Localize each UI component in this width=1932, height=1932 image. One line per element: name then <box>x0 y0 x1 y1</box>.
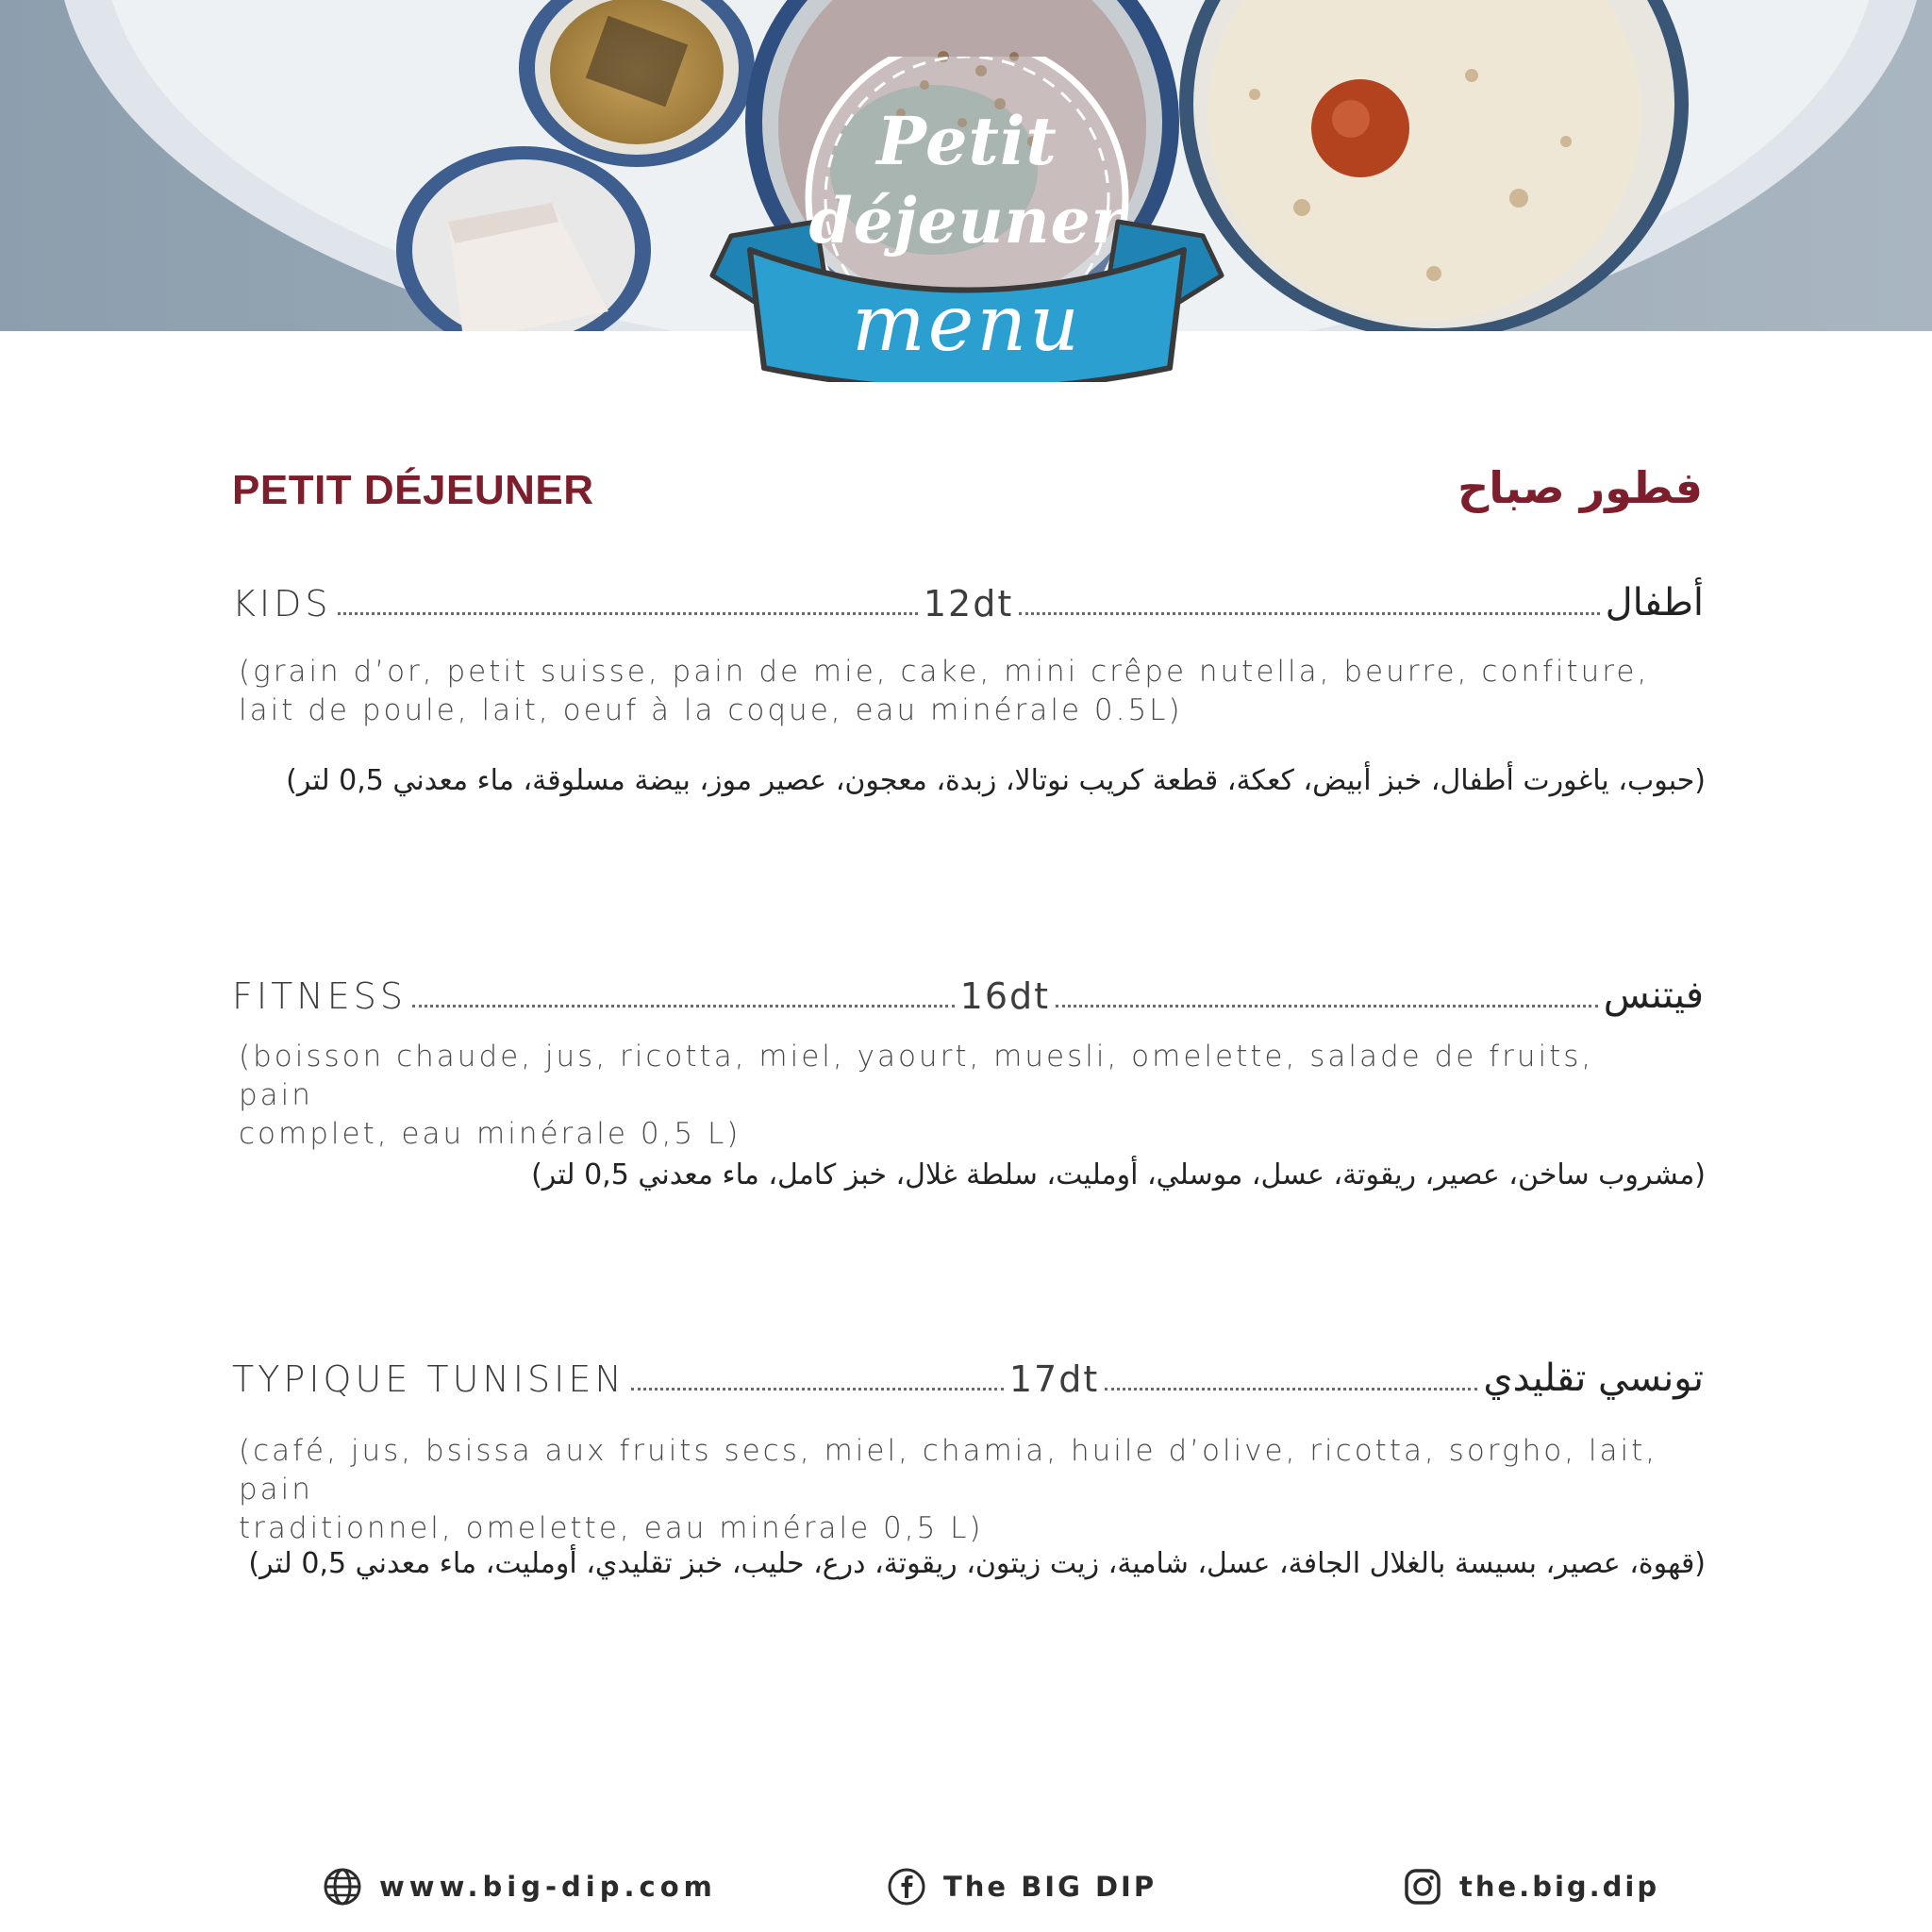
description-line: (boisson chaude, jus, ricotta, miel, yaourt, muesli, omelette, salade de fruits, pain <box>239 1040 1594 1112</box>
globe-icon <box>323 1867 362 1907</box>
dot-leader <box>631 1388 1004 1391</box>
item-description-fr <box>239 653 1673 730</box>
dot-leader <box>1056 1005 1598 1008</box>
facebook-link[interactable]: The BIG DIP <box>943 1871 1158 1903</box>
badge-ribbon-text: menu <box>852 279 1082 369</box>
dot-leader <box>1105 1388 1477 1391</box>
menu-item-kids <box>232 568 1704 625</box>
footer-instagram[interactable] <box>1403 1864 1659 1909</box>
facebook-icon <box>887 1867 926 1907</box>
item-name-ar: فيتنس <box>1603 974 1705 1017</box>
item-price: 12dt <box>923 583 1014 625</box>
description-line: traditionnel, omelette, eau minérale 0,5 L) <box>239 1511 984 1545</box>
item-description-ar: (حبوب، ياغورت أطفال، خبز أبيض، كعكة، قطعة كريب نوتالا، زبدة، معجون، عصير موز، بيضة مسلوقة، ماء معدني 0,5 لتر) <box>286 764 1706 797</box>
footer-website[interactable] <box>323 1864 717 1909</box>
item-name-fr: FITNESS <box>232 975 407 1017</box>
section-title-ar: فطور صباح <box>1457 462 1703 513</box>
item-name-fr: TYPIQUE TUNISIEN <box>232 1358 625 1400</box>
menu-item-typique-tunisien <box>232 1343 1704 1400</box>
website-link[interactable]: www.big-dip.com <box>379 1871 717 1903</box>
dot-leader <box>338 612 918 615</box>
badge-title-line2: déjeuner <box>808 184 1125 258</box>
section-title-fr: PETIT DÉJEUNER <box>232 467 594 513</box>
description-line: (grain d’or, petit suisse, pain de mie, cake, mini crêpe nutella, beurre, confiture, <box>239 655 1650 689</box>
description-line: (café, jus, bsissa aux fruits secs, miel, chamia, huile d’olive, ricotta, sorgho, lait, pain <box>239 1434 1658 1507</box>
item-price: 17dt <box>1008 1358 1100 1400</box>
item-description-ar: (قهوة، عصير، بسيسة بالغلال الجافة، عسل، شامية، زيت زيتون، ريقوتة، درع، حليب، خبز تقليدي، أومليت، ماء معدني 0,5 لتر) <box>248 1547 1706 1580</box>
item-description-ar: (مشروب ساخن، عصير، ريقوتة، عسل، موسلي، أومليت، سلطة غلال، خبز كامل، ماء معدني 0,5 لتر) <box>531 1158 1706 1191</box>
menu-badge <box>693 57 1241 382</box>
description-line: lait de poule, lait, oeuf à la coque, eau minérale 0.5L) <box>239 693 1183 727</box>
menu-item-fitness <box>232 960 1704 1017</box>
item-name-ar: تونسي تقليدي <box>1483 1357 1704 1400</box>
instagram-icon <box>1403 1867 1442 1907</box>
item-name-fr: KIDS <box>232 583 332 625</box>
dot-leader <box>412 1005 955 1008</box>
item-description-fr <box>239 1038 1673 1154</box>
item-name-ar: أطفال <box>1605 581 1705 625</box>
item-price: 16dt <box>959 975 1051 1017</box>
dot-leader <box>1019 612 1599 615</box>
instagram-link[interactable]: the.big.dip <box>1459 1871 1660 1903</box>
description-line: complet, eau minérale 0,5 L) <box>239 1117 741 1151</box>
badge-title-line1: Petit <box>876 102 1058 180</box>
item-description-fr <box>239 1432 1673 1548</box>
footer-facebook[interactable] <box>887 1864 1157 1909</box>
